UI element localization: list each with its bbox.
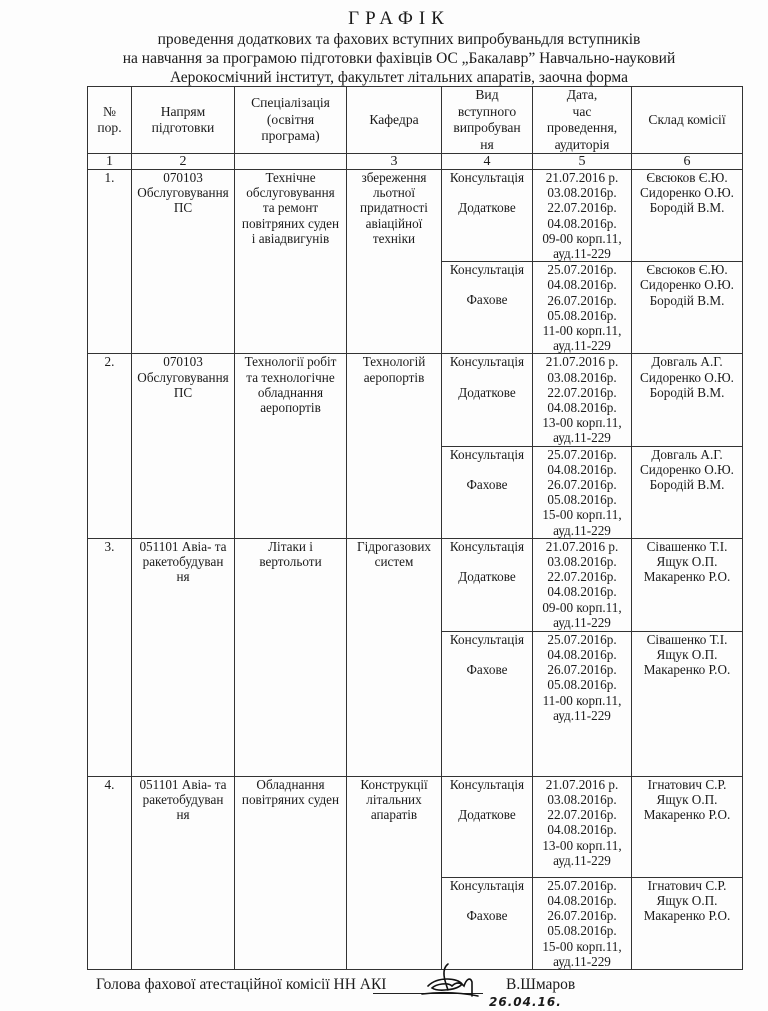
schedule-table	[87, 86, 743, 970]
row-number: 1.	[88, 170, 132, 354]
direction-cell: 051101 Авіа- та ракетобудуван ня	[132, 538, 235, 776]
subtitle-line-3: Аерокосмічний інститут, факультет літальних апаратів, заочна форма	[169, 69, 628, 86]
signer-name: В.Шмаров	[506, 976, 576, 993]
exam-type-label: Фахове	[466, 476, 508, 492]
exam-type-label: Фахове	[466, 292, 508, 308]
date-cell: 21.07.2016 р. 03.08.2016р. 22.07.2016р. 04.08.2016р. 09-00 корп.11, ауд.11-229	[533, 538, 632, 631]
handwritten-signature-icon	[418, 962, 488, 1002]
consultation-label: Консультація	[449, 538, 525, 554]
exam-type-cell	[442, 446, 533, 538]
document-header	[0, 8, 768, 87]
row-number: 4.	[88, 776, 132, 969]
col-header-exam-type: Вид вступного випробуван ня	[442, 87, 533, 154]
exam-type-cell	[442, 776, 533, 877]
table-row	[88, 538, 743, 631]
department-cell: збереження льотної придатності авіаційної техніки	[347, 170, 442, 354]
col-header-direction: Напрям підготовки	[132, 87, 235, 154]
direction-cell: 070103 Обслуговування ПС	[132, 170, 235, 354]
exam-type-label: Фахове	[466, 908, 508, 924]
exam-type-cell	[442, 877, 533, 969]
col-number: 1	[88, 154, 132, 170]
consultation-label: Консультація	[449, 631, 525, 647]
table-row	[88, 776, 743, 877]
committee-cell: Ігнатович С.Р. Ящук О.П. Макаренко Р.О.	[632, 776, 743, 877]
direction-cell: 070103 Обслуговування ПС	[132, 354, 235, 538]
col-header-number: № пор.	[88, 87, 132, 154]
date-cell: 21.07.2016 р. 03.08.2016р. 22.07.2016р. 04.08.2016р. 13-00 корп.11, ауд.11-229	[533, 776, 632, 877]
exam-type-cell	[442, 538, 533, 631]
date-cell: 25.07.2016р. 04.08.2016р. 26.07.2016р. 05.08.2016р. 11-00 корп.11, ауд.11-229	[533, 631, 632, 776]
committee-cell: Довгаль А.Г. Сидоренко О.Ю. Бородій В.М.	[632, 354, 743, 446]
committee-cell: Довгаль А.Г. Сидоренко О.Ю. Бородій В.М.	[632, 446, 743, 538]
committee-cell: Євсюков Є.Ю. Сидоренко О.Ю. Бородій В.М.	[632, 262, 743, 354]
col-header-date: Дата, час проведення, аудиторія	[533, 87, 632, 154]
date-cell: 21.07.2016 р. 03.08.2016р. 22.07.2016р. 04.08.2016р. 09-00 корп.11, ауд.11-229	[533, 170, 632, 262]
col-header-committee: Склад комісії	[632, 87, 743, 154]
table-row	[88, 170, 743, 262]
committee-cell: Сівашенко Т.І. Ящук О.П. Макаренко Р.О.	[632, 631, 743, 776]
col-header-specialization: Спеціалізація (освітня програма)	[235, 87, 347, 154]
col-number	[235, 154, 347, 170]
row-number: 2.	[88, 354, 132, 538]
col-number: 3	[347, 154, 442, 170]
department-cell: Гідрогазових систем	[347, 538, 442, 776]
col-number: 2	[132, 154, 235, 170]
committee-cell: Сівашенко Т.І. Ящук О.П. Макаренко Р.О.	[632, 538, 743, 631]
col-header-department: Кафедра	[347, 87, 442, 154]
exam-type-label: Додаткове	[458, 384, 516, 400]
col-number: 6	[632, 154, 743, 170]
exam-type-cell	[442, 262, 533, 354]
document-title: ГРАФІК	[348, 8, 450, 29]
column-number-row	[88, 154, 743, 170]
committee-cell: Євсюков Є.Ю. Сидоренко О.Ю. Бородій В.М.	[632, 170, 743, 262]
handwritten-date: 26.04.16.	[489, 995, 562, 1009]
subtitle-line-1: проведення додаткових та фахових вступних випробуваньдля вступників	[157, 31, 641, 48]
department-cell: Технологій аеропортів	[347, 354, 442, 538]
date-cell: 25.07.2016р. 04.08.2016р. 26.07.2016р. 05.08.2016р. 15-00 корп.11, ауд.11-229	[533, 446, 632, 538]
specialization-cell: Обладнання повітряних суден	[235, 776, 347, 969]
consultation-label: Консультація	[449, 354, 525, 370]
exam-type-label: Фахове	[466, 662, 508, 678]
date-cell: 21.07.2016 р. 03.08.2016р. 22.07.2016р. 04.08.2016р. 13-00 корп.11, ауд.11-229	[533, 354, 632, 446]
col-number: 4	[442, 154, 533, 170]
exam-type-cell	[442, 354, 533, 446]
department-cell: Конструкції літальних апаратів	[347, 776, 442, 969]
specialization-cell: Літаки і вертольоти	[235, 538, 347, 776]
consultation-label: Консультація	[449, 170, 525, 185]
exam-type-cell	[442, 631, 533, 776]
exam-type-cell	[442, 170, 533, 262]
specialization-cell: Технології робіт та технологічне обладнання аеропортів	[235, 354, 347, 538]
row-number: 3.	[88, 538, 132, 776]
signatory-position: Голова фахової атестаційної комісії НН АКІ	[96, 976, 387, 993]
header-row	[88, 87, 743, 154]
exam-type-label: Додаткове	[458, 807, 516, 823]
consultation-label: Консультація	[449, 776, 525, 792]
consultation-label: Консультація	[449, 877, 525, 893]
table-row	[88, 354, 743, 446]
col-number: 5	[533, 154, 632, 170]
exam-type-label: Додаткове	[458, 569, 516, 585]
subtitle-line-2: на навчання за програмою підготовки фахівців ОС „Бакалавр” Навчально-науковий	[122, 50, 676, 67]
committee-cell: Ігнатович С.Р. Ящук О.П. Макаренко Р.О.	[632, 877, 743, 969]
date-cell: 25.07.2016р. 04.08.2016р. 26.07.2016р. 05.08.2016р. 15-00 корп.11, ауд.11-229	[533, 877, 632, 969]
consultation-label: Консультація	[449, 262, 525, 278]
exam-type-label: Додаткове	[458, 200, 516, 216]
specialization-cell: Технічне обслуговування та ремонт повітряних суден і авіадвигунів	[235, 170, 347, 354]
date-cell: 25.07.2016р. 04.08.2016р. 26.07.2016р. 05.08.2016р. 11-00 корп.11, ауд.11-229	[533, 262, 632, 354]
consultation-label: Консультація	[449, 446, 525, 462]
direction-cell: 051101 Авіа- та ракетобудуван ня	[132, 776, 235, 969]
